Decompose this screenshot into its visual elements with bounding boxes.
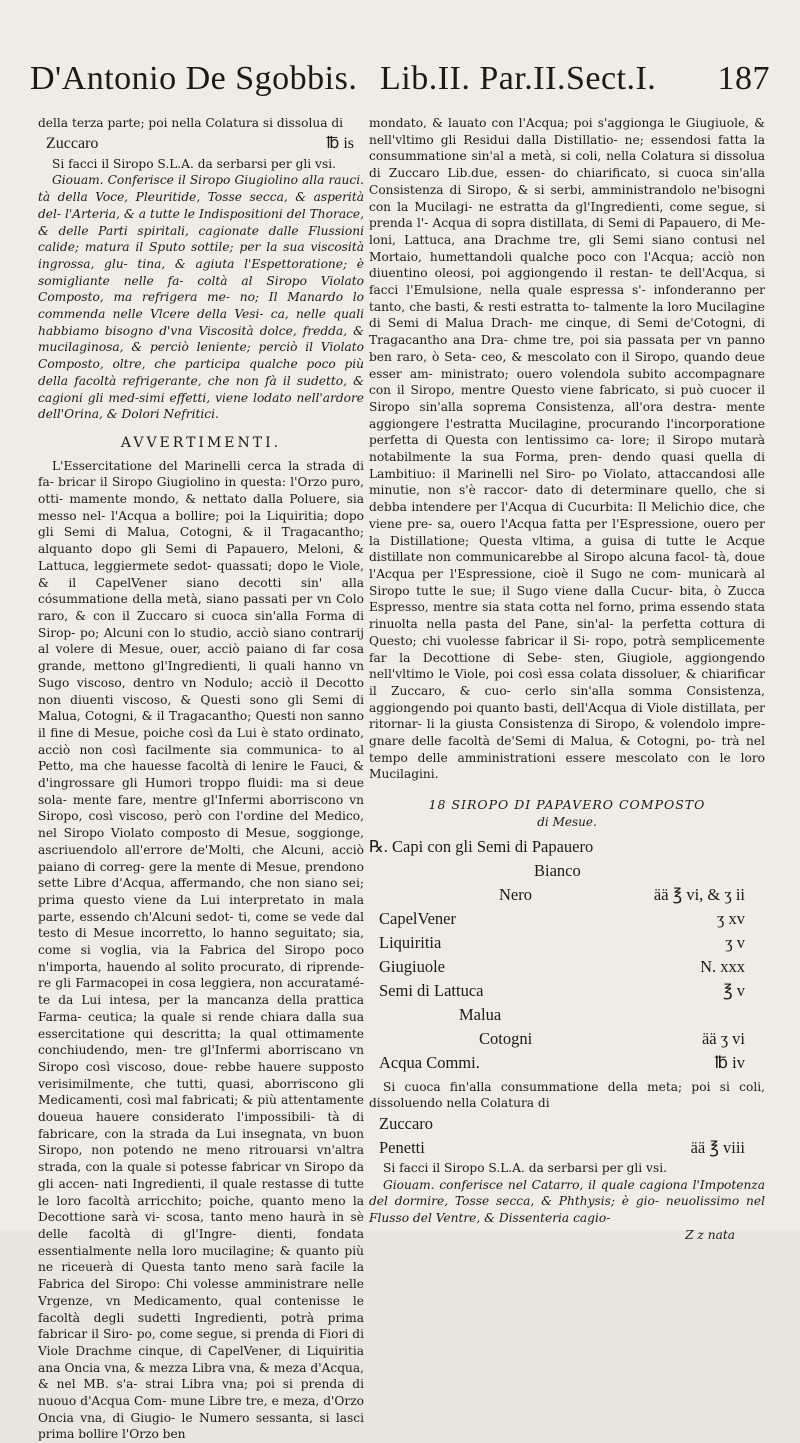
- recipe-row: [369, 883, 765, 907]
- ingredient-name: Penetti: [379, 1137, 425, 1157]
- ingredient-name: CapelVener: [379, 908, 456, 928]
- recipe-row: [369, 1112, 765, 1136]
- ingredient-qty: N. xxx: [700, 956, 745, 976]
- recipe-list: [369, 859, 765, 1075]
- ingredient-qty: ℥ v: [723, 980, 745, 1000]
- page-number: 187: [717, 60, 770, 97]
- recipe-row: [369, 931, 765, 955]
- left-paragraph-3: Giouam. Conferisce il Siropo Giugiolino alla rauci. tà della Voce, Pleuritide, Tosse secca, & asperità del- l'Arteria, & a tutte le Indispositioni del Thorace, & delle Parti spiritali, cagionate dalle Flussioni calide; matura il Sputo sottile; per la sua viscosità ingrossa, glu- tina, & agiuta l'Espettoratione; è somigliante nelle fa- coltà al Siropo Violato Composto, ma refrigera me- no; Il Manardo lo commenda nelle Vlcere della Vesi- ca, nelle quali habbiamo bisogno d'vna Viscosità dolce, fredda, & mucilaginosa, & perciò leniente; perciò il Violato Composto, oltre, che participa qualche poco più della facoltà refrigerante, che non fà il sudetto, & cagioni gli med-simi effetti, viene lodato nell'ardore dell'Orina, & Dolori Nefritici.: [38, 173, 364, 422]
- running-header: [30, 60, 770, 110]
- page-signature: Z z nata: [685, 1227, 735, 1242]
- right-paragraph-1: mondato, & lauato con l'Acqua; poi s'aggionga le Giugiuole, & nell'vltimo gli Residui dalla Distillatio- ne; essendosi fatta la consummatione sin'al a metà, si coli, nella Colatura si dissolua di Zuccaro Lib.due, essen- do chiarificato, si cuoca sin'alla Consistenza di Siropo, & si serbi, amministrandolo ne'bisogni con la Mucilagi- ne estratta da gl'Ingredienti, come segue, si prenda l'- Acqua di sopra distillata, di Semi di Papauero, di Me- loni, Lattuca, ana Drachme tre, gli Semi siano contusi nel Mortaio, humettandoli qualche poco con l'Acqua; acciò non diuentino oleosi, poi aggiongendo il restan- te dell'Acqua, si facci l'Emulsione, nella quale espressa s'- infonderanno per tanto, che basti, & resti estratta to- talmente la loro Mucilagine di Semi di Malua Drach- me cinque, di Semi de'Cotogni, di Tragacantho ana Dra- chme tre, poi sia passata per vn panno ben raro, ò Seta- ceo, & mescolato con il Siropo, quando deue esser am- ministrato; ouero volendola subito accompagnare con il Siropo, mentre Questo viene fabricato, si può cuocer il Siropo sin'alla soprema Consistenza, all'ora destra- mente aggiongere l'estratta Mucilagine, procurando l'incorporatione perfetta di Questa con lentissimo ca- lore; il Siropo mutarà notabilmente la sua Forma, pren- dendo quasi quella di Lambitiuo: il Marinelli nel Siro- po Violato, attaccandosi alle minutie, non s'è raccor- dato di determinare quello, che si debba intendere per l'Acqua di Cucurbita: Il Melichio dice, che viene pre- sa, ouero l'Acqua fatta per l'Espressione, ouero per la Distillatione; Questa vltima, a guisa di tutte le Acque distillate non communicarebbe al Siropo alcuna facol- tà, doue l'Acqua per l'Espressione, cioè il Sugo ne com- municarà al Siropo tutte le sue; il Sugo viene dalla Cucur- bita, ò Zucca Espresso, mentre sia stata cotta nel forno, prima essendo stata rinuolta nella pasta del Pane, sin'al- la perfetta cottura di Questo; chi vuolesse fabricar il Si- ropo, potrà semplicemente far la Decottione di Sebe- sten, Giugiole, aggiongendo nell'vltimo le Viole, poi così essa colata dissoluer, & chiarificar il Zuccaro, & cuo- cerlo sin'alla somma Consistenza, aggiongendo poi quanto basti, dell'Acqua di Viole distillata, per ritornar- li la giusta Consistenza di Siropo, & volendolo impre- gnare delle facoltà de'Semi di Malua, & Cotogni, po- trà nel tempo delle amministrationi essere mescolato con le loro Mucilagini.: [369, 116, 765, 782]
- left-paragraph-1: della terza parte; poi nella Colatura si dissolua di: [38, 116, 344, 130]
- recipe-row: [369, 1051, 765, 1075]
- recipe-row: [369, 1003, 765, 1027]
- recipe-intro: [369, 835, 765, 859]
- section-heading: AVVERTIMENTI.: [120, 434, 282, 451]
- recipe-row: [369, 859, 765, 883]
- recipe-row: [369, 1136, 765, 1160]
- ingredient-name: Zuccaro: [46, 134, 99, 152]
- zuccaro-line: [38, 132, 364, 156]
- ingredient-name: Bianco: [534, 860, 581, 880]
- recipe-row: [369, 1027, 765, 1051]
- recipe-list-2: [369, 1112, 765, 1160]
- ingredient-qty: ää ʒ vi: [701, 1028, 745, 1048]
- ingredient-name: Nero: [499, 884, 532, 904]
- ingredient-name: Zuccaro: [379, 1113, 434, 1133]
- recipe-row: [369, 979, 765, 1003]
- left-column: [38, 115, 364, 1443]
- recipe-row: [369, 955, 765, 979]
- ingredient-name: Acqua Commi.: [379, 1052, 480, 1072]
- ingredient-name: Giugiuole: [379, 956, 445, 976]
- recipe-subtitle: di Mesue.: [537, 814, 597, 829]
- ingredient-name: Malua: [459, 1004, 502, 1024]
- ingredient-qty: ℔ is: [326, 134, 354, 152]
- ingredient-qty: ää ℥ viii: [690, 1137, 745, 1157]
- ingredient-name: Semi di Lattuca: [379, 980, 484, 1000]
- header-author: D'Antonio De Sgobbis.: [30, 60, 358, 97]
- header-section: Lib.II. Par.II.Sect.I.: [380, 60, 657, 97]
- ingredient-qty: ʒ v: [725, 932, 745, 952]
- right-paragraph-2: Si cuoca fin'alla consummatione della meta; poi si coli, dissoluendo nella Colatura di: [369, 1079, 765, 1111]
- ingredient-qty: ʒ xv: [717, 908, 745, 928]
- right-paragraph-3: Si facci il Siropo S.L.A. da serbarsi per gli vsi.: [383, 1160, 667, 1175]
- ingredient-name: Cotogni: [479, 1028, 533, 1048]
- recipe-title: 18 SIROPO DI PAPAVERO COMPOSTO: [428, 797, 706, 813]
- ingredient-name: Liquiritia: [379, 932, 442, 952]
- right-paragraph-4: Giouam. conferisce nel Catarro, il quale cagiona l'Impotenza del dormire, Tosse secca, & Phthysis; è gio- neuolissimo nel Flusso del Ventre, & Dissenteria cagio-: [369, 1177, 765, 1226]
- right-column: [369, 115, 765, 1243]
- left-paragraph-2: Si facci il Siropo S.L.A. da serbarsi per gli vsi.: [52, 156, 336, 171]
- recipe-row: [369, 907, 765, 931]
- ingredient-qty: ℔ iv: [714, 1052, 745, 1072]
- ingredient-qty: ää ℥ vi, & ʒ ii: [653, 884, 745, 904]
- recipe-intro-text: ℞. Capi con gli Semi di Papauero: [369, 836, 594, 856]
- left-paragraph-4: L'Essercitatione del Marinelli cerca la strada di fa- bricar il Siropo Giugiolino in questa: l'Orzo puro, otti- mamente mondo, & nettato dalla Poluere, sia messo nel- l'Acqua a bollire; poi la Liquiritia; dopo gli Semi di Malua, Cotogni, & il Tragacantho; alquanto dopo gli Semi di Papauero, Meloni, & Lattuca, leggiermete sedot- quassati; dopo le Viole, & il CapelVener siano decotti sin' alla cósummatione della metà, siano passati per vn Colo raro, & con il Zuccaro si cuoca sin'alla Forma di Sirop- po; Alcuni con lo studio, acciò siano contrarij al volere di Mesue, ouer, acciò paiano di far cosa grande, mettono gl'Ingredienti, li quali hanno vn Sugo viscoso, dentro vn Nodulo; acciò il Decotto non diuenti viscoso, & Questi sono gli Semi di Malua, Cotogni, & il Tragacantho; Questi non sanno il fine di Mesue, poiche così da Lui è stato ordinato, acciò non così facilmente sia communica- to al Petto, ma che hauesse facoltà di lenire le Fauci, & d'ingrossare gli Humori troppo fluidi: ma si deue sola- mente fare, mentre gl'Infermi aborriscono vn Siropo, così viscoso, però con l'ordine del Medico, nel Siropo Violato composto di Mesue, soggionge, ascriuendolo all'errore de'Molti, che Alcuni, acciò paiano di correg- gere la mente di Mesue, prendono sette Libre d'Acqua, affermando, che non siano sei; prima questo viene da Lui interpretato in mala parte, essendo ch'Alcuni sedot- ti, come se vede dal testo di Mesue incorretto, lo hanno seguitato; sia, come si voglia, via la Fabrica del Siropo poco n'importa, hauendo al solito procurato, di riprende- re gli Farmacopei in cosa leggiera, non accuratamé- te da Lui intesa, per la mancanza della prattica Farma- ceutica; la quale si rende chiara dalla sua essercitatione qui descritta; la qual ottimamente conchiudendo, men- tre gl'Infermi aborriscano vn Siropo così viscoso, doue- rebbe hauere supposto verisimilmente, che tutti, quasi, aborriscono gli Medicamenti, così mal fabricati; & più attentamente doueua hauere considerato l'impossibili- tà di fabricare, con la strada da Lui insegnata, vn buon Siropo, non potendo ne meno ritrouarsi vn'altra strada, con la quale si potesse fabricar vn Siropo da gli accen- nati Ingredienti, il quale restasse di tutte le loro facoltà arricchito; poiche, quanto meno la Decottione sarà vi- scosa, tanto meno haurà in sè delle facoltà di gl'Ingre- dienti, fondata essentialmente nella loro mucilagine; & quanto più ne riceuerà di Questa tanto meno sarà facile la Fabrica del Siropo: Chi volesse amministrare nelle Vrgenze, vn Medicamento, qual contenisse le facoltà degli sudetti Ingredienti, potrà prima fabricar il Siro- po, come segue, si prenda di Fiori di Viole Drachme cinque, di CapelVener, di Liquiritia ana Oncia vna, & mezza Libra vna, & meza d'Acqua, & nel MB. s'a- strai Libra vna; poi si prenda di nuouo d'Acqua Com- mune Libre tre, e meza, d'Orzo Oncia vna, di Giugio- le Numero sessanta, si lasci prima bollire l'Orzo ben: [38, 458, 364, 1442]
